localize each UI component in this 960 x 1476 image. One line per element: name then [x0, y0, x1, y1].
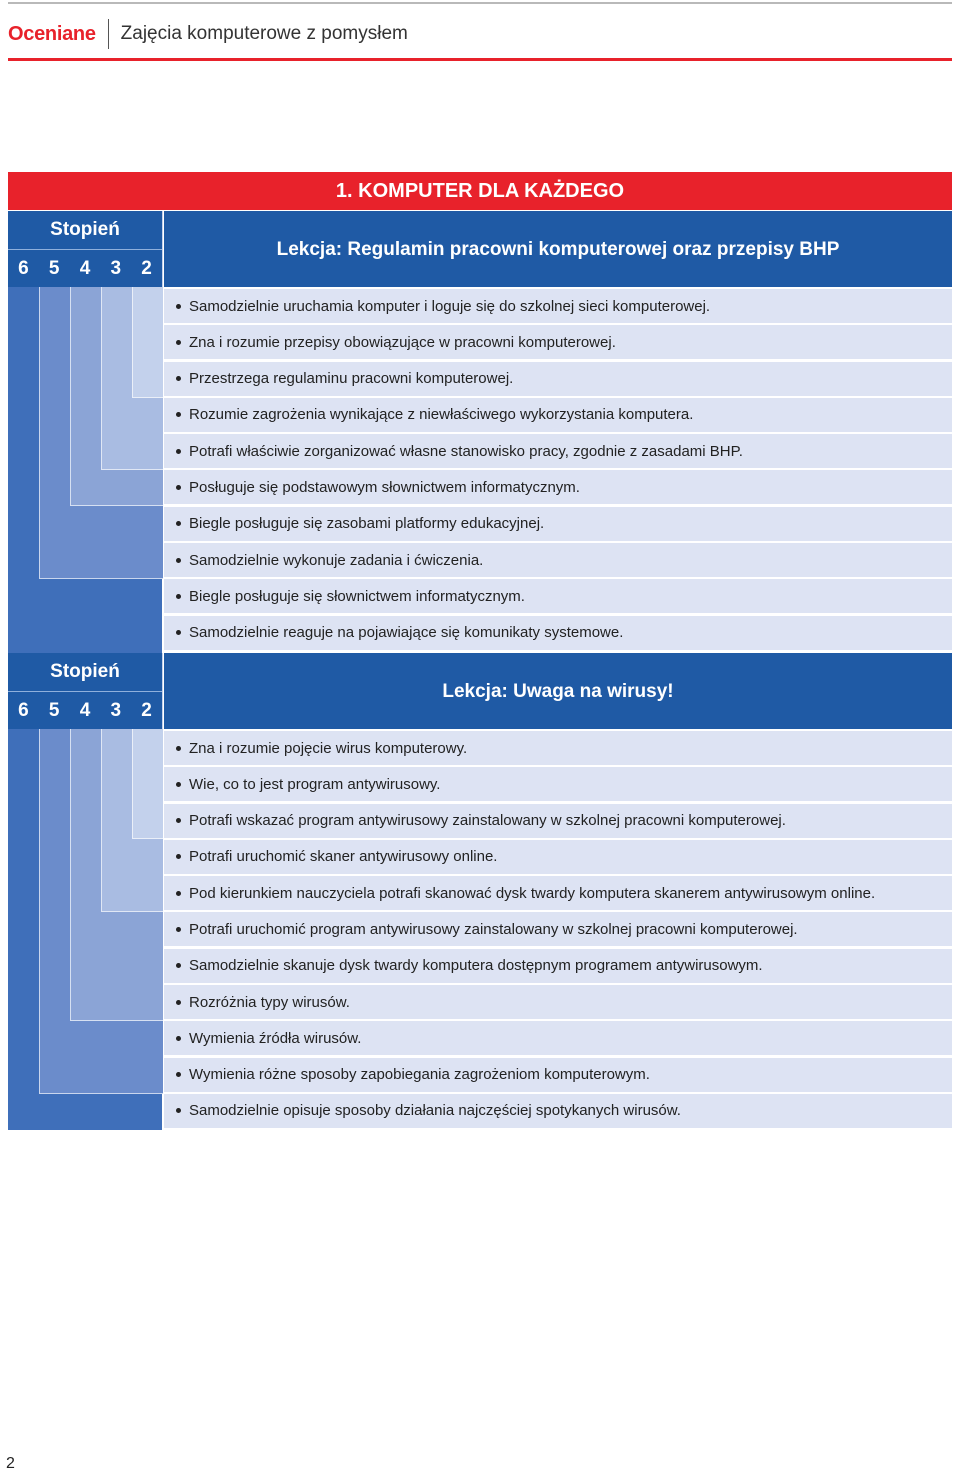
bullet-icon — [176, 485, 181, 490]
criterion-row — [164, 1058, 952, 1092]
criterion-text: Biegle posługuje się słownictwem informatycznym. — [189, 587, 525, 605]
bullet-icon — [176, 376, 181, 381]
bullet-icon — [176, 927, 181, 932]
criterion-row — [164, 507, 952, 541]
grade-5: 5 — [48, 700, 60, 721]
criterion-text: Biegle posługuje się zasobami platformy edukacyjnej. — [189, 515, 545, 533]
grade-6: 6 — [18, 700, 29, 721]
grade-4: 4 — [79, 258, 91, 279]
grade-label: Stopień — [8, 653, 162, 692]
grade-2: 2 — [141, 700, 152, 721]
bullet-icon — [176, 818, 181, 823]
grade-3: 3 — [110, 258, 122, 279]
page-header — [8, 14, 408, 54]
criterion-row — [164, 1021, 952, 1055]
criterion-text: Potrafi właściwie zorganizować własne stanowisko pracy, zgodnie z zasadami BHP. — [189, 442, 743, 460]
bullet-icon — [176, 630, 181, 635]
bullet-icon — [176, 1108, 181, 1113]
criterion-text: Wymienia różne sposoby zapobiegania zagrożeniom komputerowym. — [189, 1066, 650, 1084]
bullet-icon — [176, 412, 181, 417]
bullet-icon — [176, 891, 181, 896]
criterion-row — [164, 912, 952, 946]
criterion-text: Samodzielnie skanuje dysk twardy komputera dostępnym programem antywirusowym. — [189, 957, 763, 975]
criterion-row — [164, 804, 952, 838]
grade-3: 3 — [110, 700, 122, 721]
bullet-icon — [176, 963, 181, 968]
bullet-icon — [176, 1036, 181, 1041]
criterion-text: Samodzielnie reaguje na pojawiające się komunikaty systemowe. — [189, 624, 624, 642]
page-subtitle: Zajęcia komputerowe z pomysłem — [120, 23, 408, 44]
grade-numbers — [8, 692, 162, 729]
criterion-row — [164, 949, 952, 983]
grade-numbers — [8, 250, 162, 287]
grade-5: 5 — [48, 258, 60, 279]
lesson-title: Lekcja: Regulamin pracowni komputerowej oraz przepisy BHP — [276, 239, 840, 260]
criteria-list — [164, 731, 952, 1130]
criteria-list — [164, 289, 952, 652]
criterion-text: Posługuje się podstawowym słownictwem informatycznym. — [189, 478, 580, 496]
lesson-section-2 — [8, 653, 952, 1130]
criterion-row — [164, 362, 952, 396]
page-number: 2 — [6, 1455, 15, 1472]
grade-header — [8, 211, 162, 287]
criterion-row — [164, 840, 952, 874]
criterion-text: Potrafi wskazać program antywirusowy zainstalowany w szkolnej pracowni komputerowej. — [189, 812, 786, 830]
criterion-row — [164, 543, 952, 577]
lesson-title-cell — [164, 211, 952, 287]
header-red-rule — [8, 58, 952, 61]
criterion-text: Rozróżnia typy wirusów. — [189, 993, 350, 1011]
criterion-text: Potrafi uruchomić program antywirusowy zainstalowany w szkolnej pracowni komputerowej. — [189, 920, 798, 938]
criterion-text: Samodzielnie wykonuje zadania i ćwiczenia. — [189, 551, 484, 569]
bullet-icon — [176, 1000, 181, 1005]
bullet-icon — [176, 521, 181, 526]
bullet-icon — [176, 1072, 181, 1077]
criterion-row — [164, 579, 952, 613]
criterion-row — [164, 325, 952, 359]
criterion-text: Zna i rozumie pojęcie wirus komputerowy. — [189, 739, 468, 757]
grade-4: 4 — [79, 700, 91, 721]
grade-2: 2 — [141, 258, 152, 279]
header-divider — [108, 19, 109, 49]
criterion-row — [164, 985, 952, 1019]
brand-label: Oceniane — [8, 22, 96, 45]
bullet-icon — [176, 746, 181, 751]
criterion-row — [164, 398, 952, 432]
chapter-title: 1. KOMPUTER DLA KAŻDEGO — [8, 172, 952, 210]
criterion-text: Wymienia źródła wirusów. — [189, 1029, 362, 1047]
criterion-text: Zna i rozumie przepisy obowiązujące w pracowni komputerowej. — [189, 333, 616, 351]
bullet-icon — [176, 340, 181, 345]
bullet-icon — [176, 449, 181, 454]
criterion-text: Samodzielnie opisuje sposoby działania najczęściej spotykanych wirusów. — [189, 1102, 681, 1120]
criterion-text: Pod kierunkiem nauczyciela potrafi skanować dysk twardy komputera skanerem antywirusowym online. — [189, 884, 876, 902]
criterion-row — [164, 470, 952, 504]
grade-6: 6 — [18, 258, 29, 279]
lesson-title: Lekcja: Uwaga na wirusy! — [442, 681, 674, 702]
criterion-text: Wie, co to jest program antywirusowy. — [189, 775, 441, 793]
grade-header — [8, 653, 162, 729]
criterion-row — [164, 289, 952, 323]
criterion-row — [164, 434, 952, 468]
bullet-icon — [176, 558, 181, 563]
bullet-icon — [176, 854, 181, 859]
bullet-icon — [176, 782, 181, 787]
criterion-row — [164, 876, 952, 910]
grade-label: Stopień — [8, 211, 162, 250]
criterion-row — [164, 767, 952, 801]
bullet-icon — [176, 594, 181, 599]
lesson-section-1 — [8, 211, 952, 653]
criterion-row — [164, 731, 952, 765]
bullet-icon — [176, 304, 181, 309]
criterion-row — [164, 1094, 952, 1128]
top-rule — [8, 2, 952, 4]
criterion-text: Rozumie zagrożenia wynikające z niewłaściwego wykorzystania komputera. — [189, 406, 694, 424]
criterion-text: Potrafi uruchomić skaner antywirusowy online. — [189, 848, 498, 866]
lesson-title-cell — [164, 653, 952, 729]
criterion-text: Samodzielnie uruchamia komputer i loguje się do szkolnej sieci komputerowej. — [189, 297, 711, 315]
criterion-text: Przestrzega regulaminu pracowni komputerowej. — [189, 370, 514, 388]
criterion-row — [164, 616, 952, 650]
